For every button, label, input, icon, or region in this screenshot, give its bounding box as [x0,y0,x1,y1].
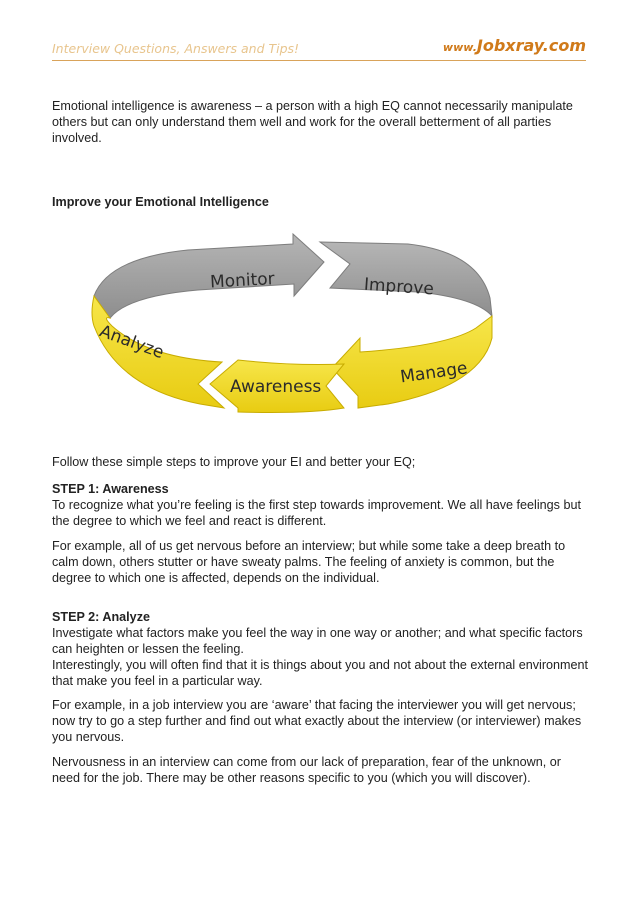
header-tagline: Interview Questions, Answers and Tips! [52,41,300,56]
ei-cycle-svg [88,218,493,418]
improve-label: Improve [363,274,435,300]
header-www: www. [442,41,477,54]
manage-arrow [332,316,492,408]
step2-paragraph-4: Nervousness in an interview can come from our lack of preparation, fear of the unknown, or need for the job. There may be other reasons specific to you (which you will discover). [52,755,561,785]
step2-paragraph-2: Interestingly, you will often find that it is things about you and not about the external environment that make you feel in a particular way. [52,658,589,688]
step2-paragraph-1: Investigate what factors make you feel the way in one way or another; and what specific factors can heighten or lessen the feeling. [52,626,583,656]
step2-paragraph-3: For example, in a job interview you are ‘aware’ that facing the interviewer you will get nervous; now try to go a step further and find out what exactly about the interview (or interviewer) makes you nervous. [52,698,582,744]
improve-heading: Improve your Emotional Intelligence [52,195,269,209]
header-site-link[interactable] [443,36,586,55]
step2-title: STEP 2: Analyze [52,610,150,624]
monitor-label: Monitor [209,269,276,293]
header-site-name: Jobxray.com [476,36,586,55]
step1-paragraph-1: To recognize what you’re feeling is the first step towards improvement. We all have feelings but the degree to which we feel and react is different. [52,498,581,528]
step1-paragraph-2: For example, all of us get nervous before an interview; but while some take a deep breath to calm down, others stutter or have sweaty palms. The feeling of anxiety is common, but the degree to which one is affected, depends on the individual. [52,539,566,585]
intro-paragraph: Emotional intelligence is awareness – a person with a high EQ cannot necessarily manipulate others but can only understand them well and work for the overall betterment of all parties involved. [52,99,573,145]
awareness-label: Awareness [230,377,322,397]
page-header [52,38,586,61]
manage-label: Manage [399,358,469,388]
step1-title: STEP 1: Awareness [52,482,169,496]
analyze-label: Analyze [96,321,167,364]
ei-cycle-diagram [88,218,493,418]
follow-text: Follow these simple steps to improve your EI and better your EQ; [52,455,416,469]
